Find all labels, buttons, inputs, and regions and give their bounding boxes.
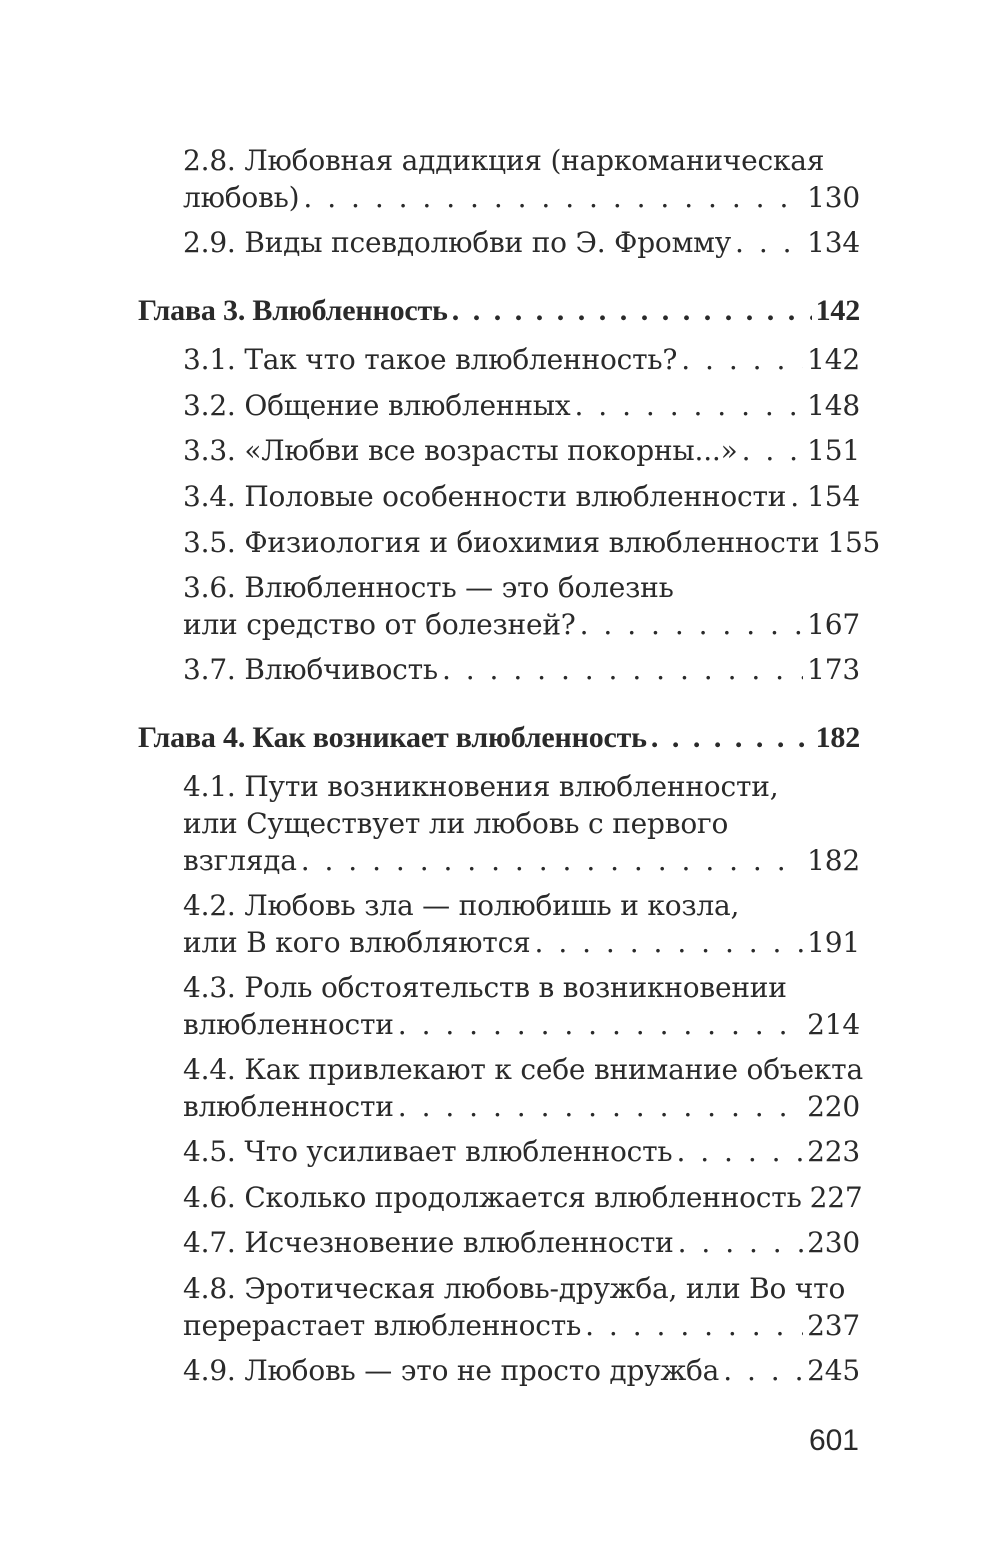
toc-entry-4-4 bbox=[183, 1051, 863, 1125]
toc-page-number: 134 bbox=[807, 226, 860, 259]
dot-leader bbox=[398, 1006, 803, 1043]
dot-leader bbox=[452, 291, 812, 331]
toc-entry-3-7 bbox=[183, 651, 860, 688]
toc-page-number: 148 bbox=[807, 389, 860, 422]
dot-leader bbox=[398, 1088, 803, 1125]
toc-page-number: 142 bbox=[807, 343, 860, 376]
dot-leader bbox=[681, 341, 803, 378]
toc-page-number: 167 bbox=[807, 608, 860, 641]
toc-entry-title-line: взгляда bbox=[183, 844, 297, 877]
toc-entry-4-9 bbox=[183, 1352, 860, 1389]
dot-leader bbox=[442, 651, 803, 688]
toc-entry-title-line: 3.7. Влюбчивость bbox=[183, 653, 438, 686]
toc-entry-title-line: 3.5. Физиология и биохимия влюбленности bbox=[183, 526, 820, 559]
toc-entry-3-4 bbox=[183, 478, 860, 515]
dot-leader bbox=[535, 924, 804, 961]
dot-leader bbox=[585, 1307, 803, 1344]
page-number: 601 bbox=[808, 1424, 859, 1457]
toc-entry-title-line: любовь) bbox=[183, 181, 300, 214]
toc-entry-title-line: 4.6. Сколько продолжается влюбленность bbox=[183, 1181, 802, 1214]
chapter-title: Глава 4. Как возникает влюбленность bbox=[138, 721, 647, 754]
toc-entry-title-line: влюбленности bbox=[183, 1008, 394, 1041]
dot-leader bbox=[723, 1352, 803, 1389]
dot-leader bbox=[676, 1133, 803, 1170]
toc-page-number: 142 bbox=[815, 294, 860, 327]
toc-entry-title-line: 4.7. Исчезновение влюбленности bbox=[183, 1226, 674, 1259]
toc-entry-4-2 bbox=[183, 887, 860, 961]
toc-entry-4-8 bbox=[183, 1270, 860, 1344]
toc-entry-title-line: 4.8. Эротическая любовь-дружба, или Во что bbox=[183, 1272, 846, 1305]
toc-page-number: 182 bbox=[807, 844, 860, 877]
dot-leader bbox=[651, 718, 812, 758]
dot-leader bbox=[790, 478, 803, 515]
toc-entry-title-line: 4.1. Пути возникновения влюбленности, bbox=[183, 770, 779, 803]
toc-entry-title-line: 3.2. Общение влюбленных bbox=[183, 389, 571, 422]
dot-leader bbox=[301, 842, 803, 879]
toc-entry-title-line: или средство от болезней? bbox=[183, 608, 576, 641]
toc-entry-3-5 bbox=[183, 524, 881, 561]
toc-entry-4-3 bbox=[183, 969, 860, 1043]
toc-entry-3-2 bbox=[183, 387, 860, 424]
toc-chapter-3 bbox=[138, 291, 860, 331]
dot-leader bbox=[574, 387, 803, 424]
toc-page-number: 130 bbox=[807, 181, 860, 214]
toc-page-number: 230 bbox=[807, 1226, 860, 1259]
toc-entry-title-line: 2.9. Виды псевдолюбви по Э. Фромму bbox=[183, 226, 732, 259]
toc-entry-title-line: 3.3. «Любви все возрасты покорны...» bbox=[183, 434, 738, 467]
toc-entry-title-line: 2.8. Любовная аддикция (наркоманическая bbox=[183, 144, 825, 177]
toc-entry-title-line: перерастает влюбленность bbox=[183, 1309, 582, 1342]
toc-page-number: 191 bbox=[807, 926, 860, 959]
dot-leader bbox=[678, 1224, 804, 1261]
toc-entry-last-line bbox=[183, 179, 860, 216]
toc-entry-title-line: 3.4. Половые особенности влюбленности bbox=[183, 480, 787, 513]
toc-entry-title-line: 3.1. Так что такое влюбленность? bbox=[183, 343, 678, 376]
toc-entry-4-6 bbox=[183, 1179, 863, 1216]
toc-entry-title-line: 4.2. Любовь зла — полюбишь и козла, bbox=[183, 889, 740, 922]
dot-leader bbox=[580, 606, 804, 643]
toc-entry-title-line: 3.6. Влюбленность — это болезнь bbox=[183, 571, 674, 604]
toc-entry-title-line: 4.5. Что усиливает влюбленность bbox=[183, 1135, 673, 1168]
toc-page-number: 182 bbox=[815, 721, 860, 754]
toc-page-number: 214 bbox=[807, 1008, 860, 1041]
toc-entry-title-line: 4.3. Роль обстоятельств в возникновении bbox=[183, 971, 787, 1004]
toc-entry-3-6 bbox=[183, 569, 860, 643]
toc-entry-4-1 bbox=[183, 768, 860, 879]
toc-entry-title-line: или Существует ли любовь с первого bbox=[183, 807, 729, 840]
toc-page-number: 220 bbox=[807, 1090, 860, 1123]
dot-leader bbox=[735, 224, 803, 261]
chapter-title: Глава 3. Влюбленность bbox=[138, 294, 448, 327]
toc-chapter-4 bbox=[138, 718, 860, 758]
toc-entry-3-3 bbox=[183, 432, 860, 469]
toc-entry-2-9 bbox=[183, 224, 860, 261]
toc-entry-title-line: влюбленности bbox=[183, 1090, 394, 1123]
dot-leader bbox=[742, 432, 804, 469]
toc-page-number: 227 bbox=[809, 1181, 863, 1214]
toc-entry-3-1 bbox=[183, 341, 860, 378]
toc-entry-title-line: 4.9. Любовь — это не просто дружба bbox=[183, 1354, 720, 1387]
toc-entry-4-5 bbox=[183, 1133, 860, 1170]
toc-page-number: 155 bbox=[827, 526, 881, 559]
toc-entry-title-line: 4.4. Как привлекают к себе внимание объекта bbox=[183, 1053, 863, 1086]
toc-entry-2-8 bbox=[183, 142, 860, 216]
toc-entry-title-line: или В кого влюбляются bbox=[183, 926, 531, 959]
toc-page-number: 173 bbox=[807, 653, 860, 686]
dot-leader bbox=[303, 179, 803, 216]
toc-page-number: 245 bbox=[807, 1354, 860, 1387]
toc-page-number: 223 bbox=[807, 1135, 860, 1168]
toc-page-number: 154 bbox=[807, 480, 860, 513]
toc-entry-4-7 bbox=[183, 1224, 860, 1261]
toc-page-number: 237 bbox=[807, 1309, 860, 1342]
toc-page-number: 151 bbox=[807, 434, 860, 467]
